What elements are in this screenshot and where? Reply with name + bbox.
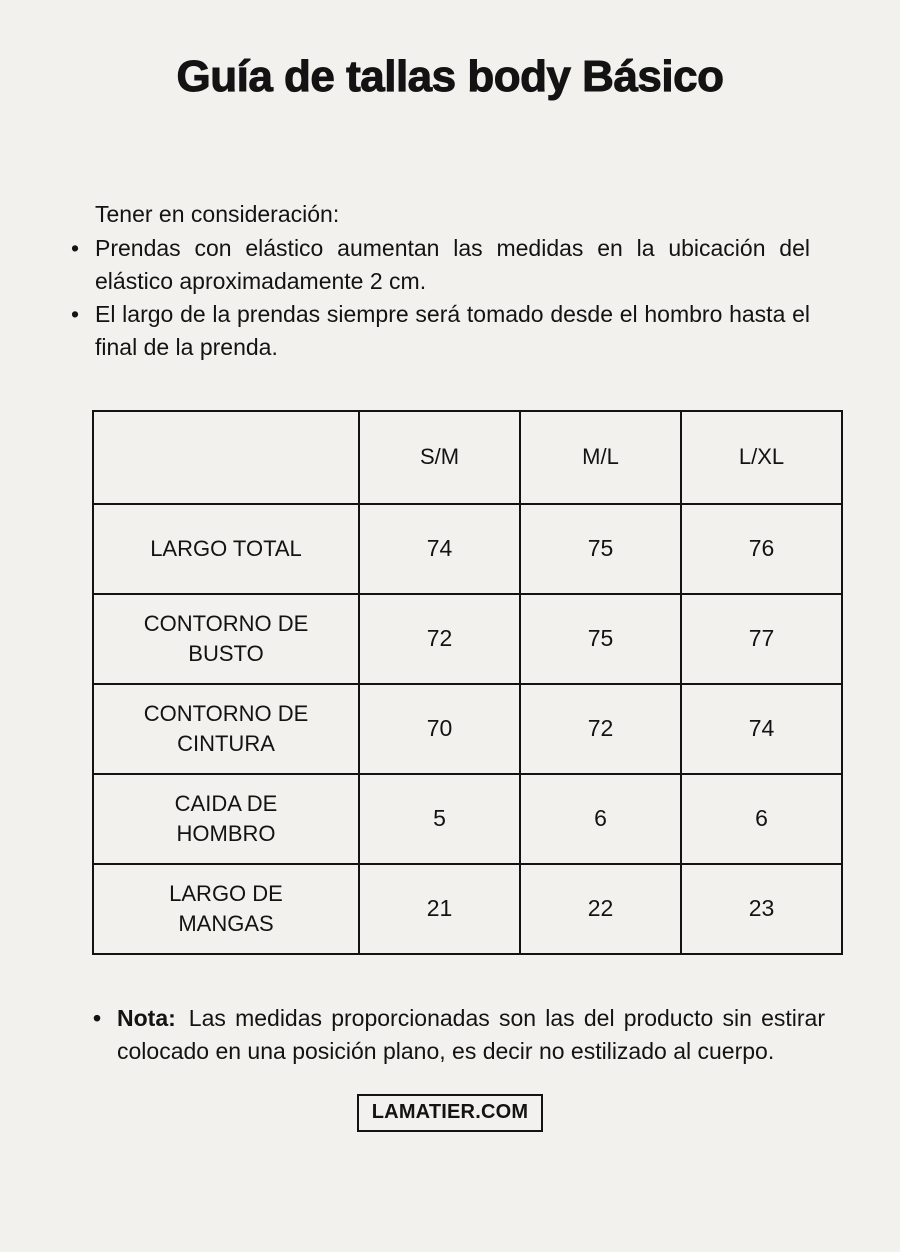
table-corner-cell	[93, 411, 359, 504]
size-value: 75	[520, 504, 681, 594]
considerations-heading: Tener en consideración:	[95, 200, 340, 227]
size-value: 72	[520, 684, 681, 774]
size-value: 70	[359, 684, 520, 774]
table-row	[93, 774, 842, 864]
considerations-section	[70, 198, 810, 364]
size-value: 6	[681, 774, 842, 864]
column-header-lxl: L/XL	[681, 411, 842, 504]
table-row	[93, 684, 842, 774]
row-label: LARGO TOTAL	[93, 504, 359, 594]
row-label: CONTORNO DE CINTURA	[93, 684, 359, 774]
size-value: 77	[681, 594, 842, 684]
consideration-item: • El largo de la prendas siempre será tomado desde el hombro hasta el final de la prenda.	[70, 298, 810, 364]
size-value: 76	[681, 504, 842, 594]
column-header-ml: M/L	[520, 411, 681, 504]
considerations-list	[70, 232, 810, 364]
size-table	[92, 410, 843, 955]
page-title: Guía de tallas body Básico	[176, 52, 724, 101]
table-row	[93, 504, 842, 594]
row-label: LARGO DE MANGAS	[93, 864, 359, 954]
note-item	[92, 1002, 825, 1068]
size-value: 72	[359, 594, 520, 684]
size-value: 5	[359, 774, 520, 864]
size-value: 21	[359, 864, 520, 954]
size-value: 75	[520, 594, 681, 684]
note-text: Las medidas proporcionadas son las del producto sin estirar colocado en una posición plano, es decir no estilizado al cuerpo.	[117, 1004, 825, 1064]
brand-badge	[357, 1094, 543, 1132]
size-value: 6	[520, 774, 681, 864]
brand-label: LAMATIER.COM	[371, 1100, 529, 1123]
row-label: CONTORNO DE BUSTO	[93, 594, 359, 684]
table-header-row	[93, 411, 842, 504]
note-section	[92, 1002, 825, 1068]
consideration-item: • Prendas con elástico aumentan las medidas en la ubicación del elástico aproximadamente 2 cm.	[70, 232, 810, 298]
size-value: 23	[681, 864, 842, 954]
row-label: CAIDA DE HOMBRO	[93, 774, 359, 864]
column-header-sm: S/M	[359, 411, 520, 504]
size-value: 74	[681, 684, 842, 774]
table-row	[93, 594, 842, 684]
size-guide-page	[0, 52, 900, 1252]
table-row	[93, 864, 842, 954]
size-value: 74	[359, 504, 520, 594]
note-label: Nota:	[117, 1004, 176, 1031]
size-value: 22	[520, 864, 681, 954]
